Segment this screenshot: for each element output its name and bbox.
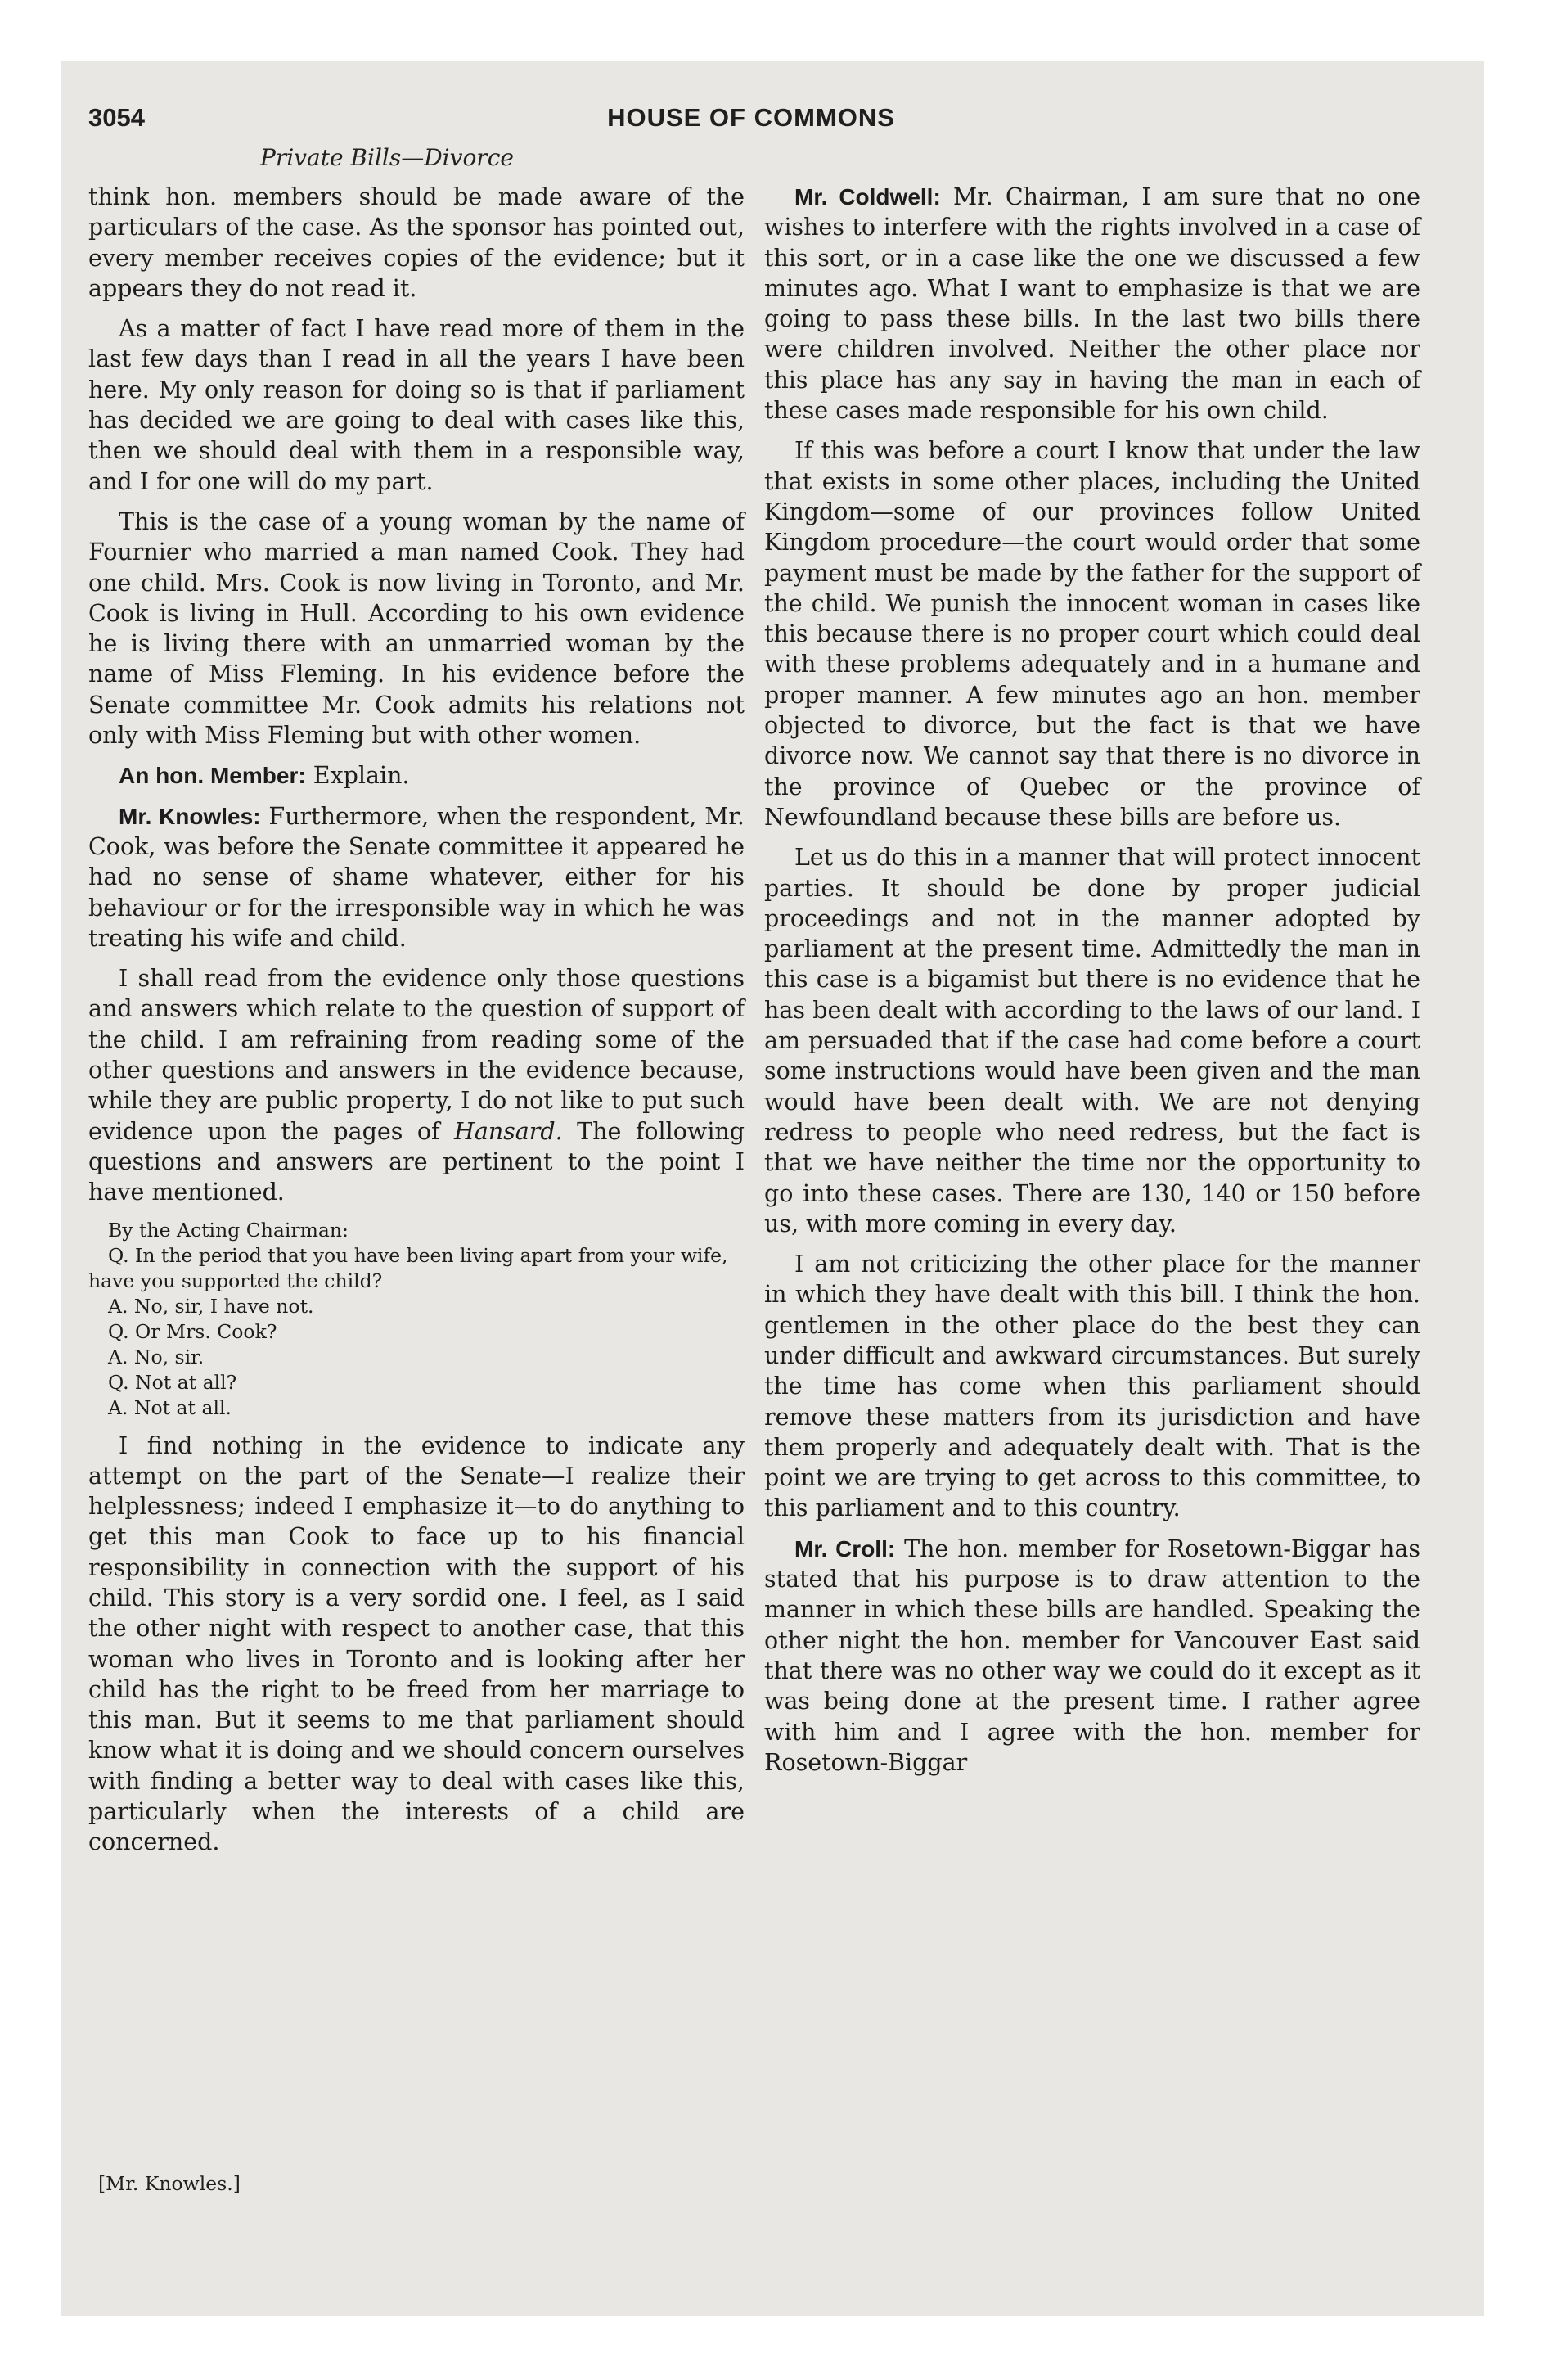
speech xyxy=(88,760,745,791)
speaker-name: Mr. Coldwell: xyxy=(794,184,941,210)
paragraph xyxy=(88,963,745,1207)
speaker-name: Mr. Croll: xyxy=(794,1535,896,1562)
paragraph: I am not criticizing the other place for the manner in which they have dealt with this bill. I think the hon. gentlemen in the other place do the best they can under difficult and awkward circumstances. But surely the time has come when this parliament should remove these matters from its jurisdiction and have them properly and adequately dealt with. That is the point we are trying to get across to this committee, to this parliament and to this country. xyxy=(764,1251,1420,1522)
qa-line: Q. Not at all? xyxy=(108,1370,237,1394)
quote-intro: By the Acting Chairman: xyxy=(108,1218,349,1242)
qa-line: Q. In the period that you have been living apart from your wife, have you supported the child? xyxy=(88,1243,728,1292)
section-subtitle: Private Bills—Divorce xyxy=(260,144,514,171)
right-column xyxy=(764,182,1420,1787)
paragraph-text: The following questions and answers are pertinent to the point I have mentioned. xyxy=(88,1117,745,1206)
speech-text: Explain. xyxy=(313,762,410,790)
qa-line: A. Not at all. xyxy=(108,1395,232,1419)
speech xyxy=(88,801,745,953)
paragraph: As a matter of fact I have read more of them in the last few days than I read in all the years I have been here. My only reason for doing so is that if parliament has decided we are going to deal with cases like this, then we should deal with them in a responsible way, and I for one will do my part. xyxy=(88,315,745,495)
footer-speaker-tag: [Mr. Knowles.] xyxy=(98,2172,241,2195)
paragraph: This is the case of a young woman by the name of Fournier who married a man named Cook. They had one child. Mrs. Cook is now living in Toronto, and Mr. Cook is living in Hull. According to his own evidence he is living there with an unmarried woman by the name of Miss Fleming. In his evidence before the Senate committee Mr. Cook admits his relations not only with Miss Fleming but with other women. xyxy=(88,507,745,750)
speech xyxy=(764,182,1420,426)
qa-line: A. No, sir, I have not. xyxy=(108,1294,314,1318)
left-column xyxy=(88,182,745,1868)
speech-text: Furthermore, when the respondent, Mr. Cook, was before the Senate committee it appeared he had no sense of shame whatever, either for his behaviour or for the irresponsible way in which he was treating his wife and child. xyxy=(88,802,745,952)
paragraph: If this was before a court I know that under the law that exists in some other places, including the United Kingdom—some of our provinces follow United Kingdom procedure—the court would order that some payment must be made by the father for the support of the child. We punish the innocent woman in cases like this because there is no proper court which could deal with these problems adequately and in a humane and proper manner. A few minutes ago an hon. member objected to divorce, but the fact is that we have divorce now. We cannot say that there is no divorce in the province of Quebec or the province of Newfoundland because these bills are before us. xyxy=(764,437,1420,831)
paragraph-text: I shall read from the evidence only those questions and answers which relate to the question of support of the child. I am refraining from reading some of the other questions and answers in the evidence because, while they are public property, I do not like to put such evidence upon the pages of xyxy=(88,965,745,1145)
page-title: HOUSE OF COMMONS xyxy=(607,103,895,132)
speech-text: Mr. Chairman, I am sure that no one wishes to interfere with the rights involved in a case of this sort, or in a case like the one we discussed a few minutes ago. What I want to emphasize is that we are going to pass these bills. In the last two bills there were children involved. Neither the other place nor this place has any say in having the man in each of these cases made responsible for his own child. xyxy=(764,183,1420,425)
qa-line: Q. Or Mrs. Cook? xyxy=(108,1319,277,1343)
page-header xyxy=(88,103,1414,144)
speaker-name: An hon. Member: xyxy=(119,763,306,789)
hansard-italic: Hansard. xyxy=(453,1117,563,1145)
qa-line: A. No, sir. xyxy=(108,1345,205,1368)
page-number: 3054 xyxy=(88,103,145,132)
paragraph: Let us do this in a manner that will protect innocent parties. It should be done by proper judicial proceedings and not in the manner adopted by parliament at the present time. Admittedly the man in this case is a bigamist but there is no evidence that he has been dealt with according to the laws of our land. I am persuaded that if the case had come before a court some instructions would have been given and the man would have been dealt with. We are not denying redress to people who need redress, but the fact is that we have neither the time nor the opportunity to go into these cases. There are 130, 140 or 150 before us, with more coming in every day. xyxy=(764,844,1420,1237)
paragraph: I find nothing in the evidence to indicate any attempt on the part of the Senate—I realize their helplessness; indeed I emphasize it—to do anything to get this man Cook to face up to his financial responsibility in connection with the support of his child. This story is a very sordid one. I feel, as I said the other night with respect to another case, that this woman who lives in Toronto and is looking after her child has the right to be freed from her marriage to this man. But it seems to me that parliament should know what it is doing and we should concern ourselves with finding a better way to deal with cases like this, particularly when the interests of a child are concerned. xyxy=(88,1431,745,1856)
paragraph: think hon. members should be made aware of the particulars of the case. As the sponsor has pointed out, every member receives copies of the evidence; but it appears they do not read it. xyxy=(88,183,745,302)
speech-text: The hon. member for Rosetown-Biggar has stated that his purpose is to draw attention to the manner in which these bills are handled. Speaking the other night the hon. member for Vancouver East said that there was no other way we could do it except as it was being done at the present time. I rather agree with him and I agree with the hon. member for Rosetown-Biggar xyxy=(764,1535,1420,1776)
speech xyxy=(764,1534,1420,1778)
speaker-name: Mr. Knowles: xyxy=(119,803,261,829)
